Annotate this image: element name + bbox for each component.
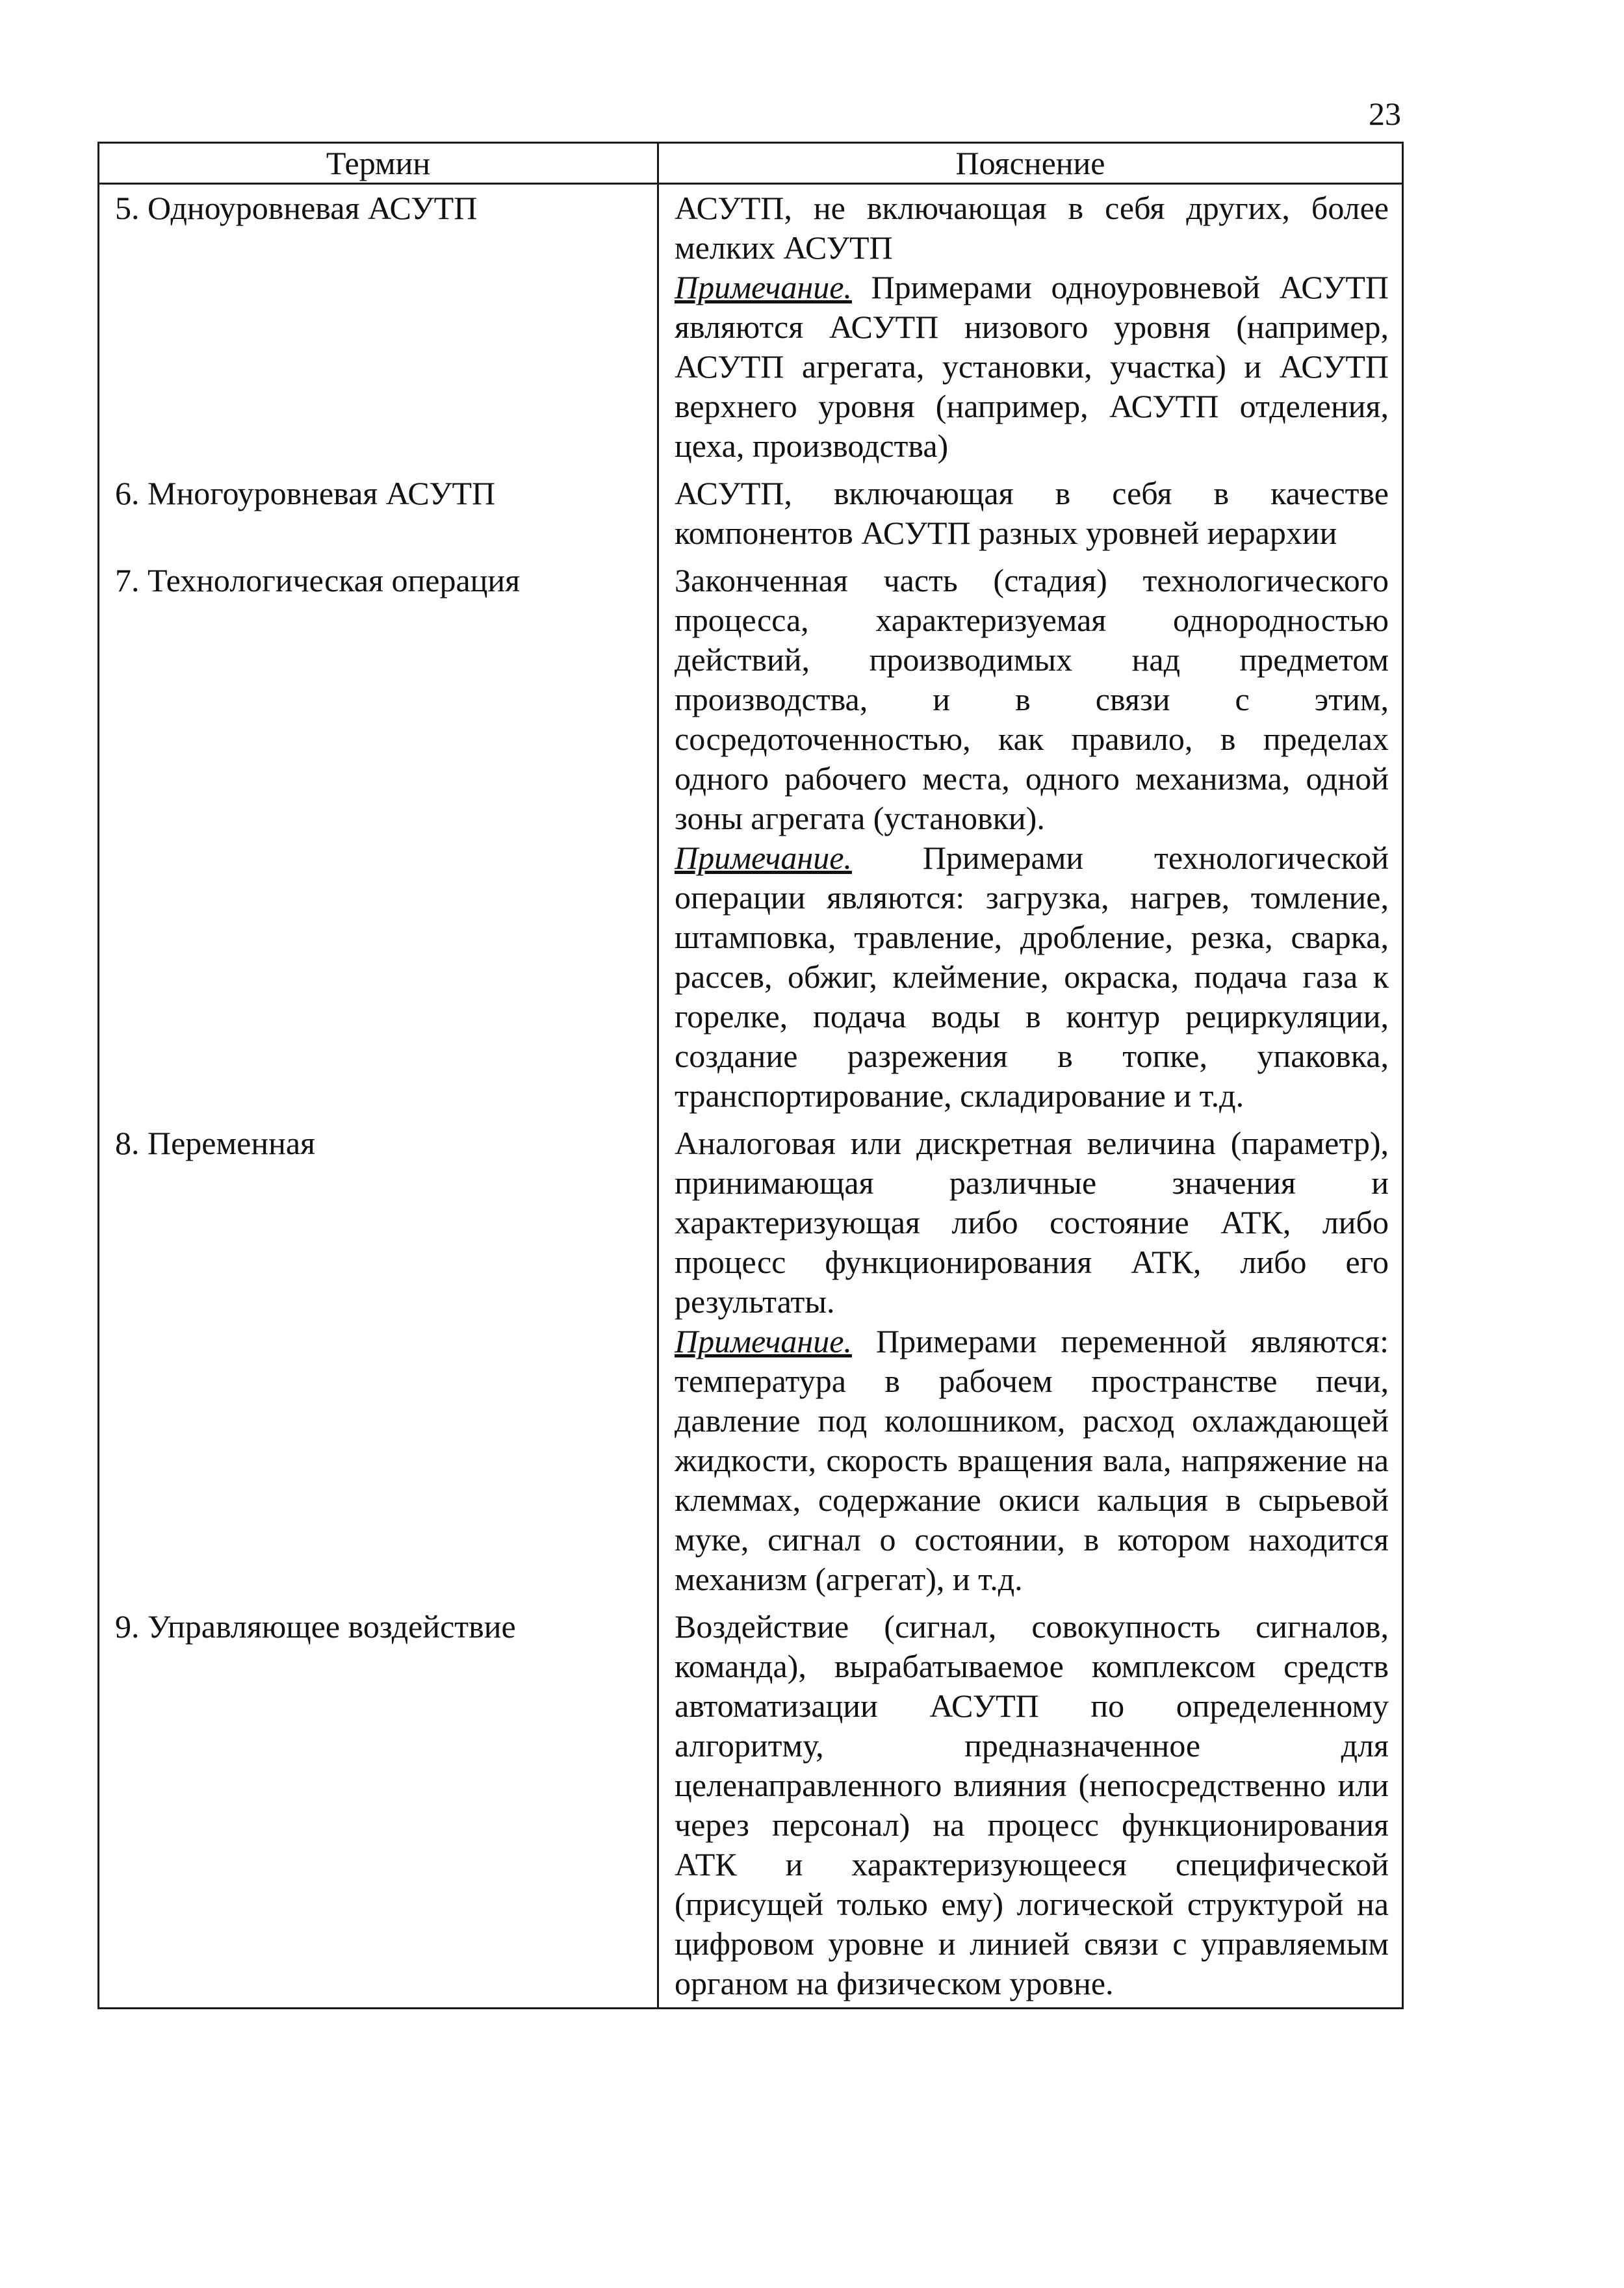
explanation-cell bbox=[658, 1603, 1403, 2009]
table-row bbox=[99, 557, 1403, 1120]
term-cell: 8. Переменная bbox=[99, 1120, 658, 1603]
note-paragraph bbox=[675, 268, 1389, 466]
term-cell: 5. Одноуровневая АСУТП bbox=[99, 184, 658, 470]
table-row bbox=[99, 1603, 1403, 2009]
table-row bbox=[99, 470, 1403, 557]
note-text: Примерами одноуровневой АСУТП являются АСУТП низового уровня (например, АСУТП агрегата, установки, участка) и АСУТП верхнего уровня (например, АСУТП отделения, цеха, производства) bbox=[675, 269, 1389, 464]
note-text: Примерами переменной являются: температура в рабочем пространстве печи, давление под колошником, расход охлаждающей жидкости, скорость вращения вала, напряжение на клеммах, содержание окиси кальция в сырьевой муке, сигнал о состоянии, в котором находится механизм (агрегат), и т.д. bbox=[675, 1323, 1389, 1597]
term-cell: 7. Технологическая операция bbox=[99, 557, 658, 1120]
note-label: Примечание. bbox=[675, 269, 852, 305]
definition-text: АСУТП, включающая в себя в качестве компонентов АСУТП разных уровней иерархии bbox=[675, 475, 1389, 551]
column-header-explanation: Пояснение bbox=[658, 143, 1403, 184]
page-number: 23 bbox=[1369, 96, 1401, 132]
note-text: Примерами технологической операции являются: загрузка, нагрев, томление, штамповка, травление, дробление, резка, сварка, рассев, обжиг, клеймение, окраска, подача газа к горелке, подача воды в контур рециркуляции, создание разрежения в топке, упаковка, транспортирование, складирование и т.д. bbox=[675, 840, 1389, 1114]
explanation-cell bbox=[658, 184, 1403, 470]
table-row bbox=[99, 1120, 1403, 1603]
definition-text: АСУТП, не включающая в себя других, более мелких АСУТП bbox=[675, 190, 1389, 266]
note-paragraph bbox=[675, 1322, 1389, 1599]
table-row bbox=[99, 184, 1403, 470]
note-paragraph bbox=[675, 838, 1389, 1116]
definition-text: Аналоговая или дискретная величина (параметр), принимающая различные значения и характеризующая либо состояние АТК, либо процесс функционирования АТК, либо его результаты. bbox=[675, 1125, 1389, 1320]
term-cell: 6. Многоуровневая АСУТП bbox=[99, 470, 658, 557]
table-header-row bbox=[99, 143, 1403, 184]
explanation-cell bbox=[658, 1120, 1403, 1603]
column-header-term: Термин bbox=[99, 143, 658, 184]
explanation-cell bbox=[658, 557, 1403, 1120]
terms-table bbox=[97, 142, 1404, 2009]
note-label: Примечание. bbox=[675, 840, 852, 876]
terms-table-container bbox=[97, 142, 1402, 2009]
definition-text: Законченная часть (стадия) технологического процесса, характеризуемая однородностью действий, производимых над предметом производства, и в связи с этим, сосредоточенностью, как правило, в пределах одного рабочего места, одного механизма, одной зоны агрегата (установки). bbox=[675, 562, 1389, 836]
note-label: Примечание. bbox=[675, 1323, 852, 1359]
definition-text: Воздействие (сигнал, совокупность сигналов, команда), вырабатываемое комплексом средств автоматизации АСУТП по определенному алгоритму, предназначенное для целенаправленного влияния (непосредственно или через персонал) на процесс функционирования АТК и характеризующееся специфической (присущей только ему) логической структурой на цифровом уровне и линией связи с управляемым органом на физическом уровне. bbox=[675, 1608, 1389, 2001]
term-cell: 9. Управляющее воздействие bbox=[99, 1603, 658, 2009]
explanation-cell bbox=[658, 470, 1403, 557]
